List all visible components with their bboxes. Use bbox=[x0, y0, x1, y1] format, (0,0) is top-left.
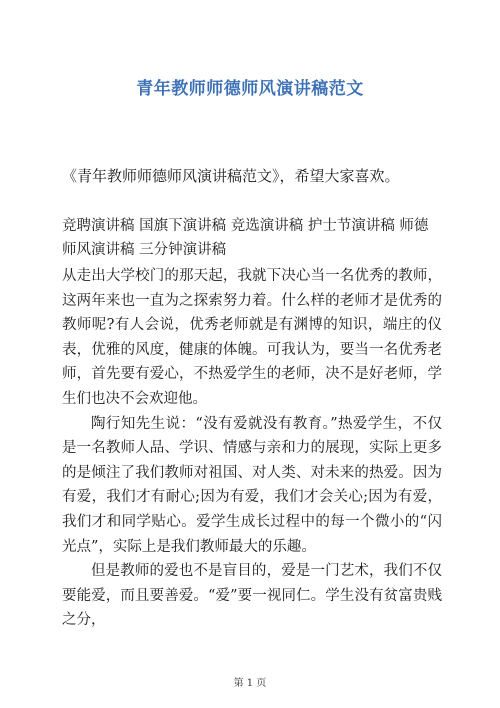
paragraph-2: 陶行知先生说：“没有爱就没有教育。”热爱学生，不仅是一名教师人品、学识、情感与亲和力的展现，实际上更多的是倾注了我们教师对祖国、对人类、对未来的热爱。因为有爱，我们才有耐心;因为有爱，我们才会关心;因为有爱，我们才和同学贴心。爱学生成长过程中的每一个微小的“闪光点”，实际上是我们教师最大的乐趣。 bbox=[62, 415, 442, 555]
document-body bbox=[62, 264, 442, 633]
paragraph-3: 但是教师的爱也不是盲目的，爱是一门艺术，我们不仅要能爱，而且要善爱。“爱”要一视同仁。学生没有贫富贵贱之分， bbox=[62, 563, 442, 629]
related-tags: 竞聘演讲稿 国旗下演讲稿 竞选演讲稿 护士节演讲稿 师德师风演讲稿 三分钟演讲稿 bbox=[62, 218, 429, 258]
page-number: 第 1 页 bbox=[233, 678, 267, 689]
paragraph-1: 从走出大学校门的那天起，我就下决心当一名优秀的教师，这两年来也一直为之探索努力着。什么样的老师才是优秀的教师呢?有人会说，优秀老师就是有渊博的知识，端庄的仪表，优雅的风度，健康的体魄。可我认为，要当一名优秀老师，首先要有爱心，不热爱学生的老师，决不是好老师，学生们也决不会欢迎他。 bbox=[62, 268, 442, 407]
intro-line: 《青年教师师德师风演讲稿范文》，希望大家喜欢。 bbox=[62, 167, 400, 185]
document-title: 青年教师师德师风演讲稿范文 bbox=[136, 79, 364, 99]
